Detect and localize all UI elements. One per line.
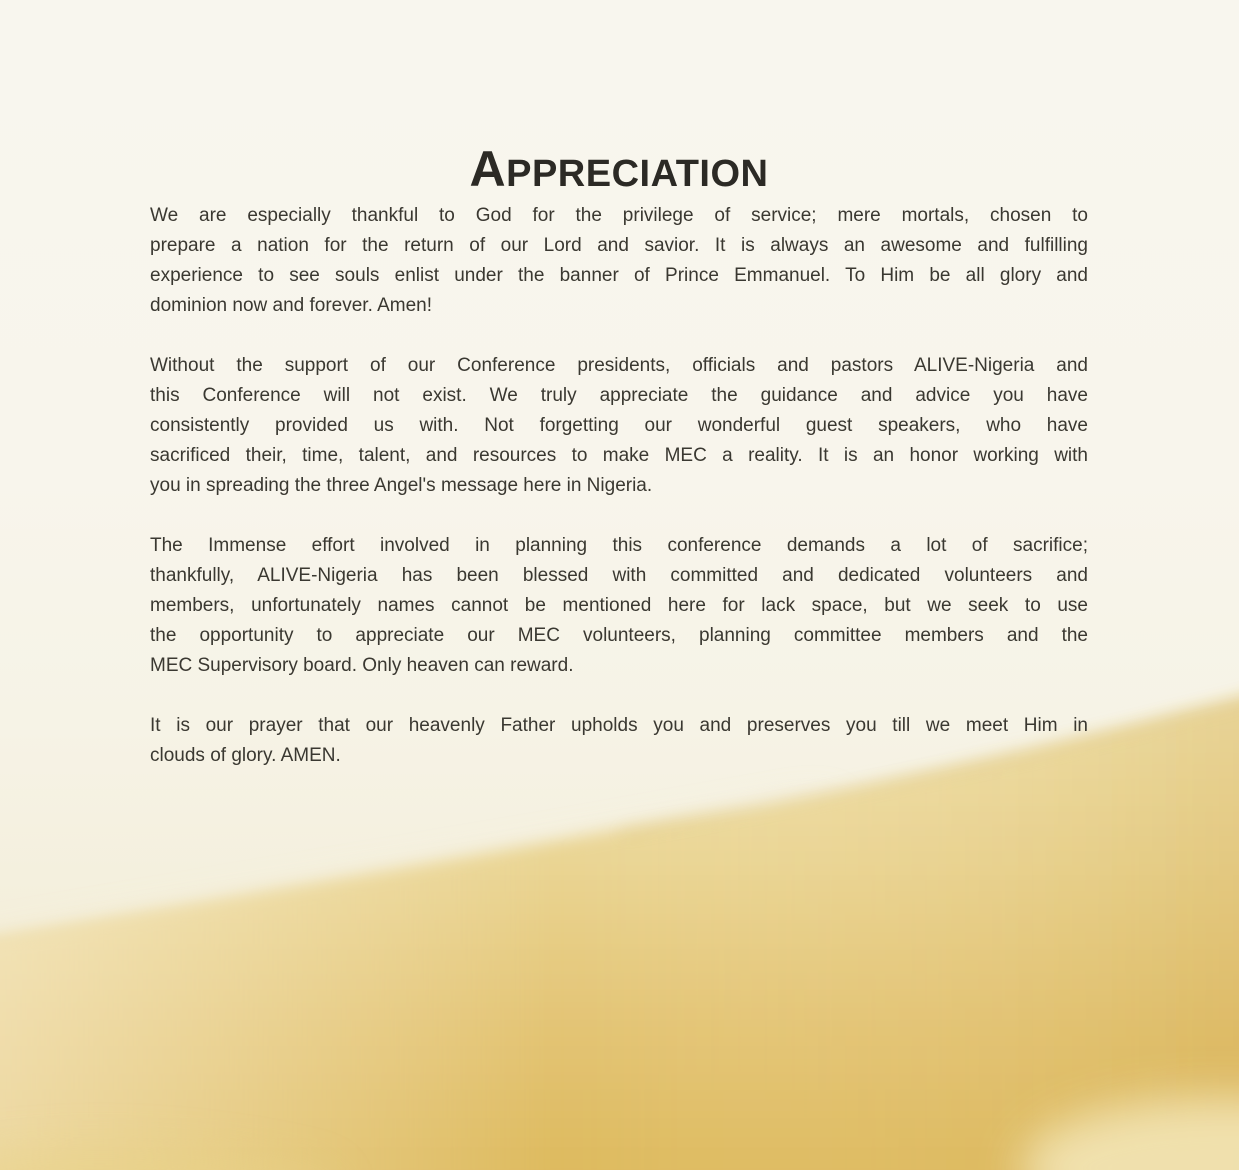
text-line: It is our prayer that our heavenly Father upholds you and preserves you till we meet Him in [150, 715, 1088, 736]
paragraph [150, 201, 1088, 321]
text-line: The Immense effort involved in planning this conference demands a lot of sacrifice; [150, 535, 1088, 556]
text-line: consistently provided us with. Not forgetting our wonderful guest speakers, who have [150, 415, 1088, 436]
text-line: We are especially thankful to God for the privilege of service; mere mortals, chosen to [150, 205, 1088, 226]
text-line: sacrificed their, time, talent, and resources to make MEC a reality. It is an honor working with [150, 445, 1088, 466]
title-initial-letter: A [469, 141, 507, 197]
text-line: MEC Supervisory board. Only heaven can reward. [150, 655, 574, 676]
paragraph [150, 351, 1088, 501]
title-remaining-letters: PPRECIATION [506, 153, 769, 195]
text-line: thankfully, ALIVE-Nigeria has been blessed with committed and dedicated volunteers and [150, 565, 1088, 586]
text-line: clouds of glory. AMEN. [150, 745, 341, 766]
text-line: the opportunity to appreciate our MEC volunteers, planning committee members and the [150, 625, 1088, 646]
appreciation-section [150, 141, 1088, 771]
text-line: this Conference will not exist. We truly appreciate the guidance and advice you have [150, 385, 1088, 406]
paragraph [150, 531, 1088, 681]
text-line: members, unfortunately names cannot be mentioned here for lack space, but we seek to use [150, 595, 1088, 616]
text-line: prepare a nation for the return of our Lord and savior. It is always an awesome and fulfilling [150, 235, 1088, 256]
text-line: dominion now and forever. Amen! [150, 295, 433, 316]
text-line: you in spreading the three Angel's message here in Nigeria. [150, 475, 653, 496]
text-line: experience to see souls enlist under the banner of Prince Emmanuel. To Him be all glory and [150, 265, 1088, 286]
paragraph [150, 711, 1088, 771]
body-text [150, 201, 1088, 771]
page-title [150, 141, 1088, 199]
text-line: Without the support of our Conference presidents, officials and pastors ALIVE-Nigeria and [150, 355, 1088, 376]
